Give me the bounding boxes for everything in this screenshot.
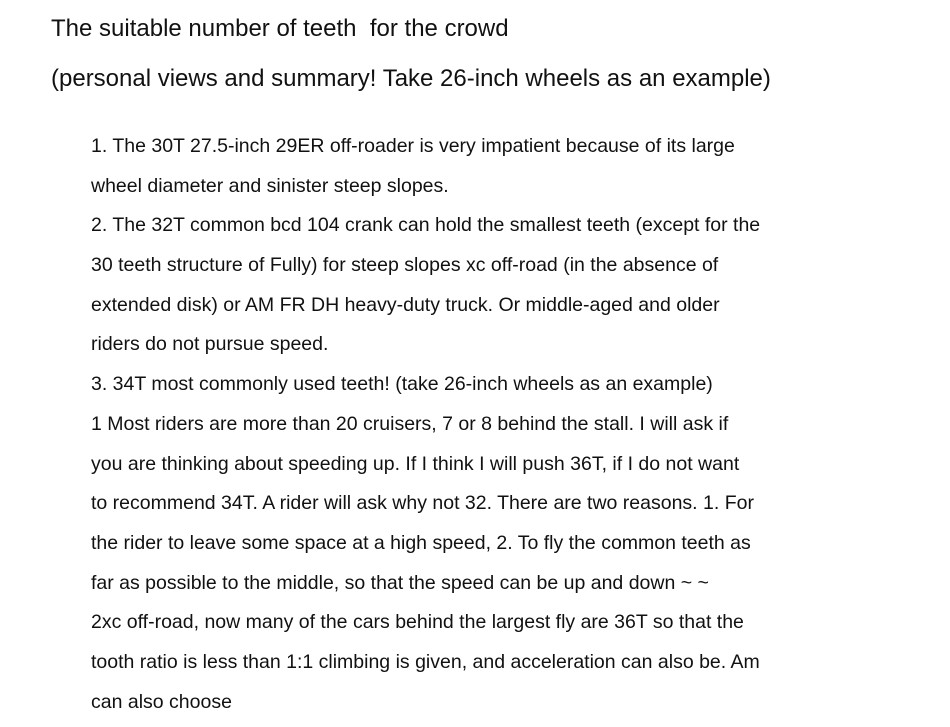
text-line: extended disk) or AM FR DH heavy-duty truck. Or middle-aged and older	[91, 293, 720, 316]
text-line: far as possible to the middle, so that the speed can be up and down ~ ~	[91, 571, 709, 594]
body-text	[91, 132, 931, 727]
page-subtitle: (personal views and summary! Take 26-inch wheels as an example)	[51, 65, 771, 92]
text-line: wheel diameter and sinister steep slopes.	[91, 174, 449, 197]
text-line: the rider to leave some space at a high speed, 2. To fly the common teeth as	[91, 531, 751, 554]
text-line: 2xc off-road, now many of the cars behind the largest fly are 36T so that the	[91, 611, 744, 634]
text-line: tooth ratio is less than 1:1 climbing is given, and acceleration can also be. Am	[91, 650, 760, 673]
text-line: 3. 34T most commonly used teeth! (take 26-inch wheels as an example)	[91, 373, 713, 396]
text-line: 1 Most riders are more than 20 cruisers, 7 or 8 behind the stall. I will ask if	[91, 412, 729, 435]
text-line: can also choose	[91, 690, 232, 713]
text-line: to recommend 34T. A rider will ask why not 32. There are two reasons. 1. For	[91, 492, 754, 515]
text-line: 1. The 30T 27.5-inch 29ER off-roader is very impatient because of its large	[91, 135, 735, 157]
page-title: The suitable number of teeth for the crowd	[51, 15, 509, 42]
text-line: riders do not pursue speed.	[91, 333, 329, 356]
text-line: 30 teeth structure of Fully) for steep slopes xc off-road (in the absence of	[91, 254, 719, 277]
text-line: 2. The 32T common bcd 104 crank can hold the smallest teeth (except for the	[91, 214, 761, 237]
text-line: you are thinking about speeding up. If I think I will push 36T, if I do not want	[91, 452, 740, 475]
